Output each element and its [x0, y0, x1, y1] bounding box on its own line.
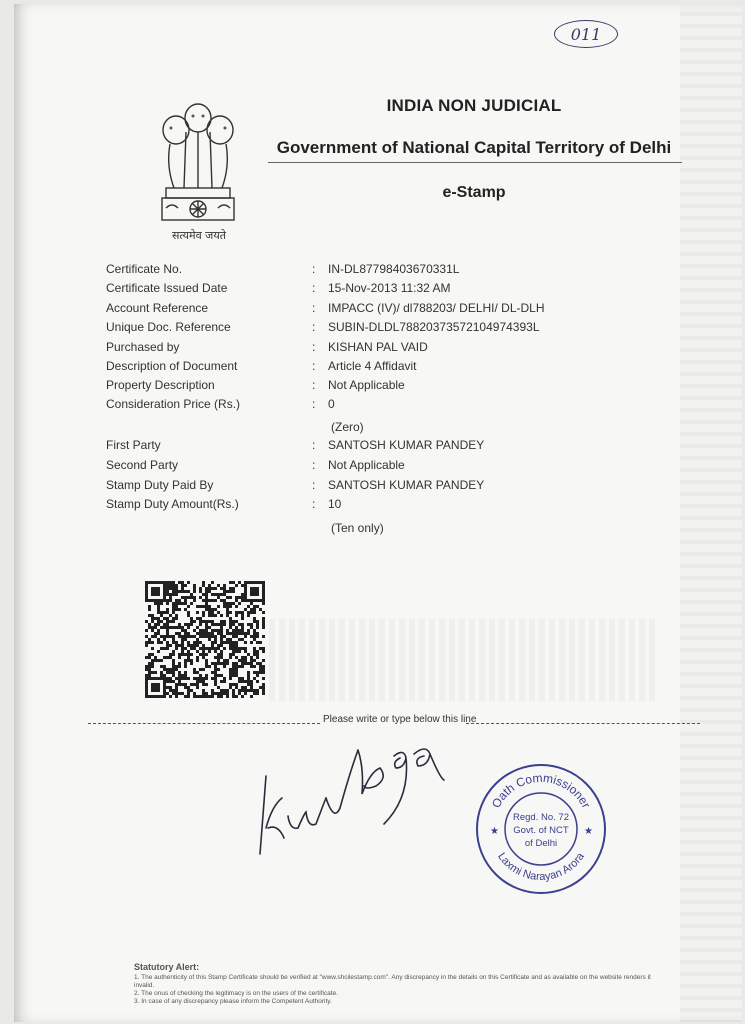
field-value-issued-date: 15-Nov-2013 11:32 AM [328, 281, 451, 295]
field-label-first-party: First Party [106, 438, 161, 452]
cut-line-left [88, 723, 320, 724]
field-value-stamp-duty-amount: 10 [328, 497, 342, 511]
seal-inner-line: of Delhi [524, 838, 558, 849]
field-label-stamp-duty-amount: Stamp Duty Amount(Rs.) [106, 497, 239, 511]
field-colon: : [312, 478, 316, 492]
field-colon: : [312, 301, 316, 315]
field-value-second-party: Not Applicable [328, 458, 405, 472]
statutory-alert-title: Statutory Alert: [134, 962, 200, 972]
field-colon: : [312, 340, 316, 354]
field-colon: : [312, 281, 316, 295]
field-label-document-description: Description of Document [106, 359, 238, 373]
field-colon: : [312, 262, 316, 276]
field-colon: : [312, 458, 316, 472]
qr-finder-pattern [145, 581, 166, 602]
emblem-motto: सत्यमेव जयते [171, 229, 226, 242]
field-value-account-reference: IMPACC (IV)/ dl788203/ DELHI/ DL-DLH [328, 301, 545, 315]
qr-finder-pattern [244, 581, 265, 602]
page-number-mark: 011 [554, 20, 618, 48]
field-label-account-reference: Account Reference [106, 301, 209, 315]
field-colon: : [312, 397, 316, 411]
field-value-unique-doc-reference: SUBIN-DLDL78820373572104974393L [328, 320, 540, 334]
field-label-second-party: Second Party [106, 458, 179, 472]
header-divider [268, 162, 682, 163]
header-government: Government of National Capital Territory of Delhi [276, 138, 672, 157]
statutory-alert-item: 2. The onus of checking the legitimacy is on the users of the certificate. [134, 990, 339, 997]
consideration-in-words: (Zero) [331, 420, 364, 434]
header-india-non-judicial: INDIA NON JUDICIAL [386, 96, 562, 115]
field-colon: : [312, 438, 316, 452]
header-estamp: e-Stamp [442, 184, 506, 201]
seal-top-text: Oath Commissioner [488, 770, 594, 811]
seal-inner-line: Regd. No. 72 [513, 812, 569, 823]
field-value-document-description: Article 4 Affidavit [328, 359, 417, 373]
field-value-first-party: SANTOSH KUMAR PANDEY [328, 438, 485, 452]
cut-line-right [466, 723, 700, 724]
svg-text:Laxmi Narayan Arora [495, 850, 587, 883]
field-label-stamp-duty-paid-by: Stamp Duty Paid By [106, 478, 214, 492]
qr-finder-pattern [145, 677, 166, 698]
national-emblem-icon [146, 96, 250, 246]
field-value-consideration-price: 0 [328, 397, 335, 411]
field-label-property-description: Property Description [106, 378, 215, 392]
field-colon: : [312, 497, 316, 511]
field-value-property-description: Not Applicable [328, 378, 405, 392]
amount-in-words: (Ten only) [331, 521, 384, 535]
bleed-through-text [269, 619, 659, 701]
statutory-alert-item: 1. The authenticity of this Stamp Certificate should be verified at "www.shcilestamp.com". Any discrepancy in the details on this Certificate and as available on the website renders it invalid. [134, 974, 651, 989]
field-value-stamp-duty-paid-by: SANTOSH KUMAR PANDEY [328, 478, 485, 492]
qr-code [145, 581, 265, 698]
seal-star-icon: ★ [584, 826, 593, 837]
field-value-certificate-no: IN-DL87798403670331L [328, 262, 460, 276]
field-label-issued-date: Certificate Issued Date [106, 281, 228, 295]
seal-inner-line: Govt. of NCT [513, 825, 569, 836]
field-value-purchased-by: KISHAN PAL VAID [328, 340, 428, 354]
oath-commissioner-seal [472, 760, 610, 898]
field-colon: : [312, 320, 316, 334]
field-label-certificate-no: Certificate No. [106, 262, 183, 276]
seal-bottom-text: Laxmi Narayan Arora [495, 850, 587, 884]
field-label-consideration-price: Consideration Price (Rs.) [106, 397, 241, 411]
field-label-purchased-by: Purchased by [106, 340, 180, 354]
statutory-alert-item: 3. In case of any discrepancy please inform the Competent Authority. [134, 998, 332, 1005]
field-colon: : [312, 378, 316, 392]
estamp-certificate-page [14, 4, 742, 1022]
field-colon: : [312, 359, 316, 373]
cut-line-instruction: Please write or type below this line [323, 714, 477, 725]
seal-star-icon: ★ [490, 826, 499, 837]
statutory-alert [134, 962, 664, 1006]
field-label-unique-doc-reference: Unique Doc. Reference [106, 320, 231, 334]
handwritten-signature [254, 728, 484, 868]
